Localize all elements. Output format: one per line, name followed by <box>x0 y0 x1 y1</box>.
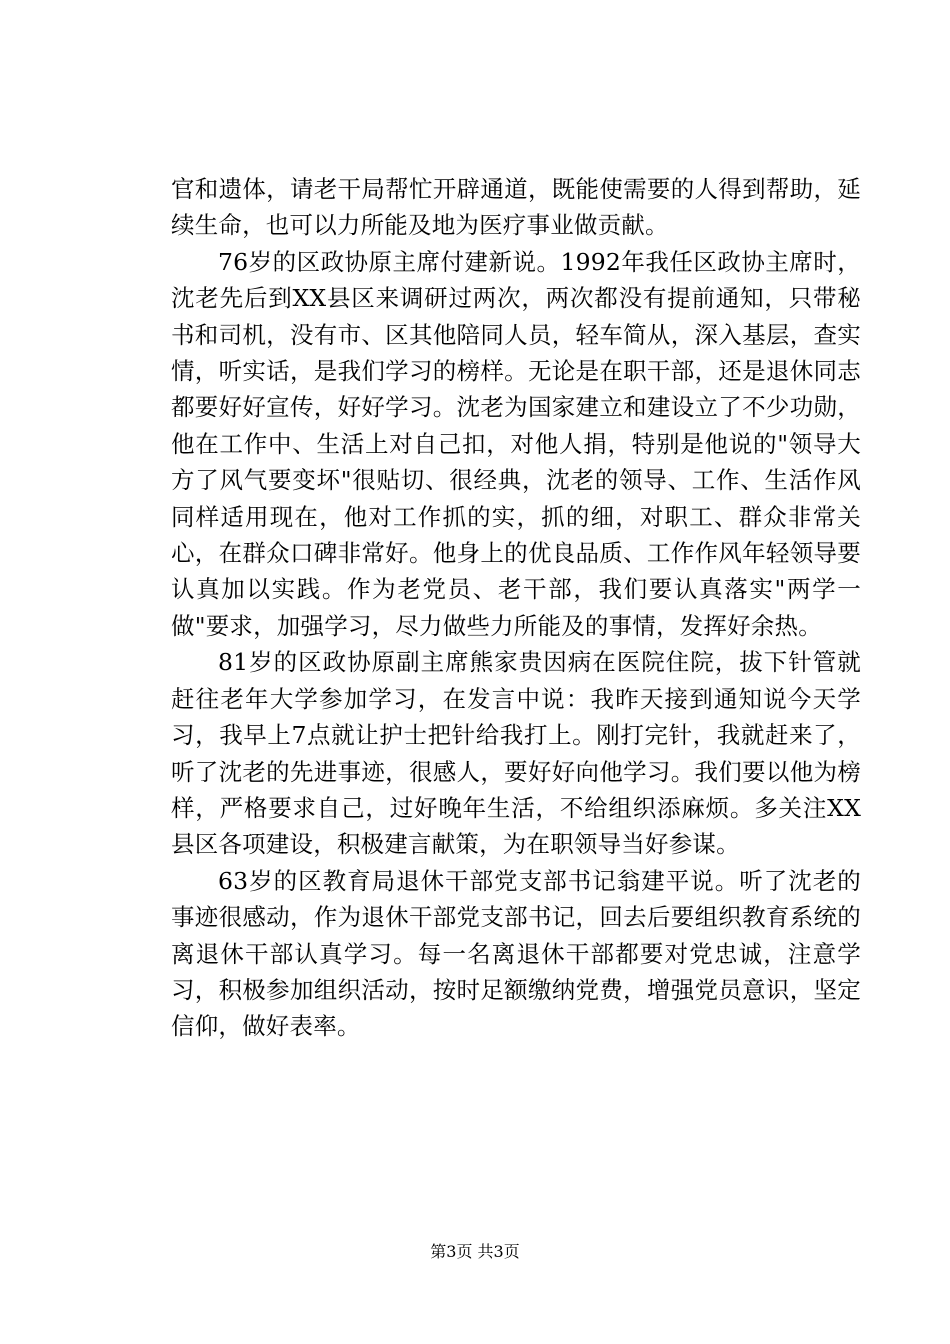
page-number-label: 第3页 共3页 <box>430 1242 520 1261</box>
paragraph-3: 81岁的区政协原副主席熊家贵因病在医院住院，拔下针管就赶往老年大学参加学习，在发言中说：我昨天接到通知说今天学习，我早上7点就让护士把针给我打上。刚打完针，我就赶来了，听了沈老的先进事迹，很感人，要好好向他学习。我们要以他为榜样，严格要求自己，过好晚年生活，不给组织添麻烦。多关注XX县区各项建设，积极建言献策，为在职领导当好参谋。 <box>171 648 861 859</box>
page-footer <box>0 1241 950 1263</box>
paragraph-4: 63岁的区教育局退休干部党支部书记翁建平说。听了沈老的事迹很感动，作为退休干部党支部书记，回去后要组织教育系统的离退休干部认真学习。每一名离退休干部都要对党忠诚，注意学习，积极参加组织活动，按时足额缴纳党费，增强党员意识，坚定信仰，做好表率。 <box>171 866 861 1041</box>
paragraph-2: 76岁的区政协原主席付建新说。1992年我任区政协主席时，沈老先后到XX县区来调研过两次，两次都没有提前通知，只带秘书和司机，没有市、区其他陪同人员，轻车简从，深入基层，查实情，听实话，是我们学习的榜样。无论是在职干部，还是退休同志都要好好宣传，好好学习。沈老为国家建立和建设立了不少功勋，他在工作中、生活上对自己扣，对他人捐，特别是他说的"领导大方了风气要变坏"很贴切、很经典，沈老的领导、工作、生活作风同样适用现在，他对工作抓的实，抓的细，对职工、群众非常关心，在群众口碑非常好。他身上的优良品质、工作作风年轻领导要认真加以实践。作为老党员、老干部，我们要认真落实"两学一做"要求，加强学习，尽力做些力所能及的事情，发挥好余热。 <box>171 247 861 640</box>
paragraph-1: 官和遗体，请老干局帮忙开辟通道，既能使需要的人得到帮助，延续生命，也可以力所能及地为医疗事业做贡献。 <box>171 175 861 240</box>
document-body <box>171 171 861 1045</box>
